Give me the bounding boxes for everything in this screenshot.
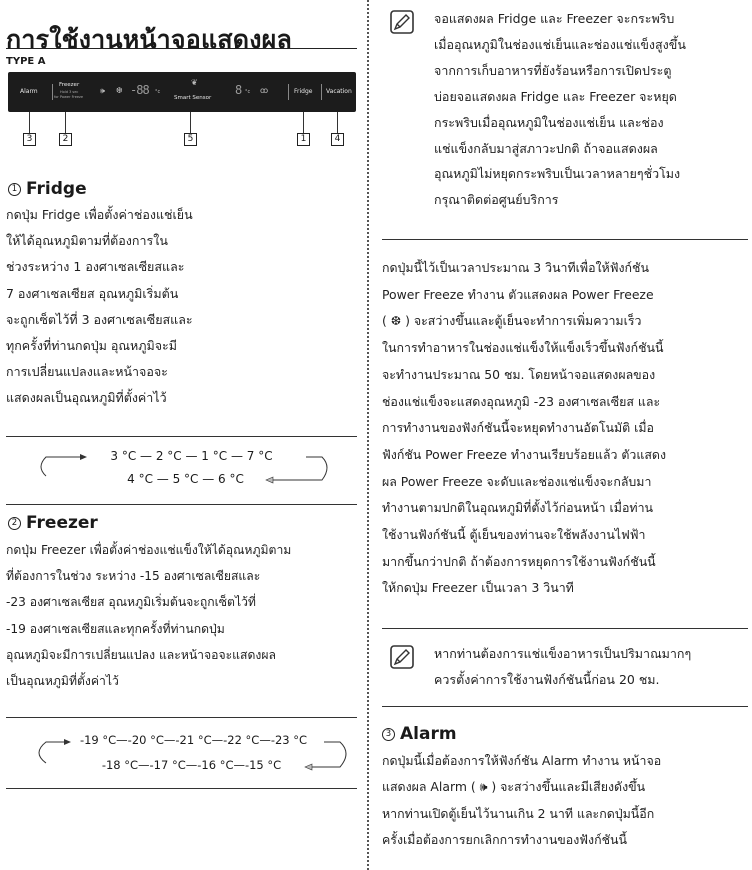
callout-line <box>337 112 338 133</box>
text-line: 7 องศาเซลเซียส อุณหภูมิเริ่มต้น <box>6 285 179 301</box>
left-column <box>6 0 357 870</box>
freezer-description <box>6 537 357 694</box>
fridge-description <box>6 202 357 412</box>
text-line: ควรตั้งค่าการใช้งานฟังก์ชันนี้ก่อน 20 ชม. <box>434 671 660 687</box>
alarm-heading <box>382 724 457 744</box>
section-rule <box>382 706 748 707</box>
callout-1: 1 <box>297 133 310 146</box>
callout-line <box>190 112 191 133</box>
text-line: หากท่านเปิดตู้เย็นไว้นานเกิน 2 นาที และกดปุ่มนี้อีก <box>382 805 655 821</box>
vacation-icon: ꝏ <box>260 86 269 95</box>
callout-3: 3 <box>23 133 36 146</box>
section-rule <box>382 239 748 240</box>
freezer-degree-icon: °c <box>155 89 161 95</box>
text-line: ที่ต้องการในช่วง ระหว่าง -15 องศาเซลเซียสและ <box>6 569 261 584</box>
freezer-cycle-top: -19 °C—-20 °C—-21 °C—-22 °C—-23 °C <box>79 733 308 747</box>
text-line: บ่อยจอแสดงผล Fridge และ Freezer จะหยุด <box>434 88 677 104</box>
section-rule <box>6 788 357 789</box>
text-line: แสดงผลเป็นอุณหภูมิที่ตั้งค่าไว้ <box>6 390 167 406</box>
alarm-button[interactable]: Alarm <box>20 88 38 95</box>
text-line: แช่แข็งกลับมาสู่สภาวะปกติ ถ้าจอแสดงผล <box>434 140 658 156</box>
smart-sensor-icon: ❦ <box>191 78 198 87</box>
smart-sensor-label: Smart Sensor <box>174 95 212 101</box>
callout-line <box>303 112 304 133</box>
column-divider <box>367 0 369 870</box>
title-rule <box>6 48 357 49</box>
text-line: ช่วงระหว่าง 1 องศาเซลเซียสและ <box>6 259 185 275</box>
control-panel <box>8 72 356 112</box>
text-line: กดปุ่มนี้ไว้เป็นเวลาประมาณ 3 วินาทีเพื่อให้ฟังก์ชัน <box>382 260 649 275</box>
callout-line <box>29 112 30 133</box>
text-line: Power Freeze ทำงาน ตัวแสดงผล Power Freeze <box>382 286 654 302</box>
text-line: อุณหภูมิจะมีการเปลี่ยนแปลง และหน้าจอจะแสดงผล <box>6 647 276 662</box>
note-fridge-freezer-blink <box>390 10 748 225</box>
text-line: ทำงานตามปกติในอุณหภูมิที่ตั้งไว้ก่อนหน้า เมื่อท่าน <box>382 500 653 516</box>
note-pencil-icon <box>390 10 414 34</box>
text-line: ให้กดปุ่ม Freezer เป็นเวลา 3 วินาที <box>382 580 574 596</box>
text-line: หากท่านต้องการแช่แข็งอาหารเป็นปริมาณมากๆ <box>434 646 692 661</box>
callout-line <box>65 112 66 133</box>
freezer-heading-text: Freezer <box>26 513 98 533</box>
freezer-sub-label: Hold 3 sec <box>60 90 79 94</box>
text-line: -19 องศาเซลเซียสและทุกครั้งที่ท่านกดปุ่ม <box>6 621 225 636</box>
power-freeze-icon: ❆ <box>116 86 123 95</box>
text-line: การทำงานของฟังก์ชันนี้จะหยุดทำงานอัตโนมัติ เมื่อ <box>382 420 654 436</box>
fridge-heading-text: Fridge <box>26 179 87 199</box>
text-line: จอแสดงผล Fridge และ Freezer จะกระพริบ <box>434 11 675 26</box>
fridge-number-badge: 1 <box>8 183 21 196</box>
freezer-heading <box>8 513 98 533</box>
freezer-cycle-bottom: -18 °C—-17 °C—-16 °C—-15 °C <box>101 758 282 772</box>
section-rule <box>382 628 748 629</box>
freezer-button[interactable]: Freezer <box>59 82 80 88</box>
fridge-button[interactable]: Fridge <box>294 88 313 95</box>
text-line: จะถูกเซ็ตไว้ที่ 3 องศาเซลเซียสและ <box>6 311 193 327</box>
text-line: ช่องแช่แข็งจะแสดงอุณหภูมิ -23 องศาเซลเซียส และ <box>382 393 661 409</box>
callout-4: 4 <box>331 133 344 146</box>
text-line: ใช้งานฟังก์ชันนี้ ตู้เย็นของท่านจะใช้พลังงานไฟฟ้า <box>382 527 646 543</box>
freezer-sub-label-2: for Power Freeze <box>54 95 84 99</box>
alarm-number-badge: 3 <box>382 728 395 741</box>
text-line: ฟังก์ชัน Power Freeze ทำงานเรียบร้อยแล้ว ตัวแสดง <box>382 446 667 462</box>
alarm-heading-text: Alarm <box>400 724 457 744</box>
note-pencil-icon <box>390 645 414 669</box>
text-line: การเปลี่ยนแปลงและหน้าจอจะ <box>6 364 168 380</box>
text-line: กดปุ่ม Fridge เพื่อตั้งค่าช่องแช่เย็น <box>6 207 193 222</box>
note-bulk-freezing <box>390 645 748 701</box>
power-freeze-description <box>382 255 748 602</box>
freezer-temperature-cycle <box>6 725 357 785</box>
text-line: กรุณาติดต่อศูนย์บริการ <box>434 192 559 208</box>
note-text <box>434 6 748 213</box>
type-label: TYPE A <box>6 56 46 67</box>
text-line: จากการเก็บอาหารที่ยังร้อนหรือการเปิดประตู <box>434 62 672 78</box>
text-line: -23 องศาเซลเซียส อุณหภูมิเริ่มต้นจะถูกเซ็ตไว้ที่ <box>6 595 256 610</box>
alarm-description <box>382 748 748 854</box>
panel-separator <box>288 84 289 100</box>
note-text <box>434 641 748 693</box>
text-line: อุณหภูมิไม่หยุดกระพริบเป็นเวลาหลายๆชั่วโมง <box>434 166 681 182</box>
panel-separator <box>321 84 322 100</box>
section-rule <box>6 504 357 505</box>
text-line: กระพริบเมื่ออุณหภูมิในช่องแช่เย็น และช่อง <box>434 114 664 130</box>
right-column <box>382 0 748 870</box>
text-line: ผล Power Freeze จะดับและช่องแช่แข็งจะกลับมา <box>382 473 652 489</box>
text-line: กดปุ่ม Freezer เพื่อตั้งค่าช่องแช่แข็งให้ได้อุณหภูมิตาม <box>6 543 292 557</box>
panel-separator <box>52 84 53 100</box>
section-rule <box>6 436 357 437</box>
section-rule <box>6 717 357 718</box>
text-line: มากขึ้นกว่าปกติ ถ้าต้องการหยุดการใช้งานฟังก์ชันนี้ <box>382 553 656 569</box>
fridge-cycle-top: 3 °C — 2 °C — 1 °C — 7 °C <box>110 449 273 463</box>
text-line: ให้ได้อุณหภูมิตามที่ต้องการใน <box>6 233 168 249</box>
fridge-heading <box>8 179 87 199</box>
callout-2: 2 <box>59 133 72 146</box>
text-line: ( ❆ ) จะสว่างขึ้นและตู้เย็นจะทำการเพิ่มความเร็ว <box>382 313 642 329</box>
freezer-number-badge: 2 <box>8 517 21 530</box>
text-line: ทุกครั้งที่ท่านกดปุ่ม อุณหภูมิจะมี <box>6 338 177 354</box>
text-line: จะทำงานประมาณ 50 ชม. โดยหน้าจอแสดงผลของ <box>382 366 656 382</box>
text-line: กดปุ่มนี้เมื่อต้องการให้ฟังก์ชัน Alarm ทำงาน หน้าจอ <box>382 753 662 768</box>
text-line: เป็นอุณหภูมิที่ตั้งค่าไว้ <box>6 674 119 689</box>
fridge-temperature-cycle <box>6 443 357 503</box>
freezer-temp-display: -88 <box>130 83 149 97</box>
fridge-cycle-bottom: 4 °C — 5 °C — 6 °C <box>127 472 244 486</box>
text-line: ครั้งเมื่อต้องการยกเลิกการทำงานของฟังก์ชันนี้ <box>382 832 627 848</box>
fridge-temp-display: 8 <box>235 83 242 97</box>
text-line: ในการทำอาหารในช่องแช่แข็งให้แข็งเร็วขึ้นฟังก์ชันนี้ <box>382 340 664 356</box>
text-line: แสดงผล Alarm ( 🕪 ) จะสว่างขึ้นและมีเสียงดังขึ้น <box>382 779 646 795</box>
vacation-button[interactable]: Vacation <box>326 88 352 95</box>
fridge-degree-icon: °c <box>245 89 251 95</box>
page-title: การใช้งานหน้าจอแสดงผล <box>6 25 292 54</box>
text-line: เมื่ออุณหภูมิในช่องแช่เย็นและช่องแช่แข็งสูงขึ้น <box>434 36 686 52</box>
callout-5: 5 <box>184 133 197 146</box>
alarm-icon: 🕪 <box>100 86 106 95</box>
